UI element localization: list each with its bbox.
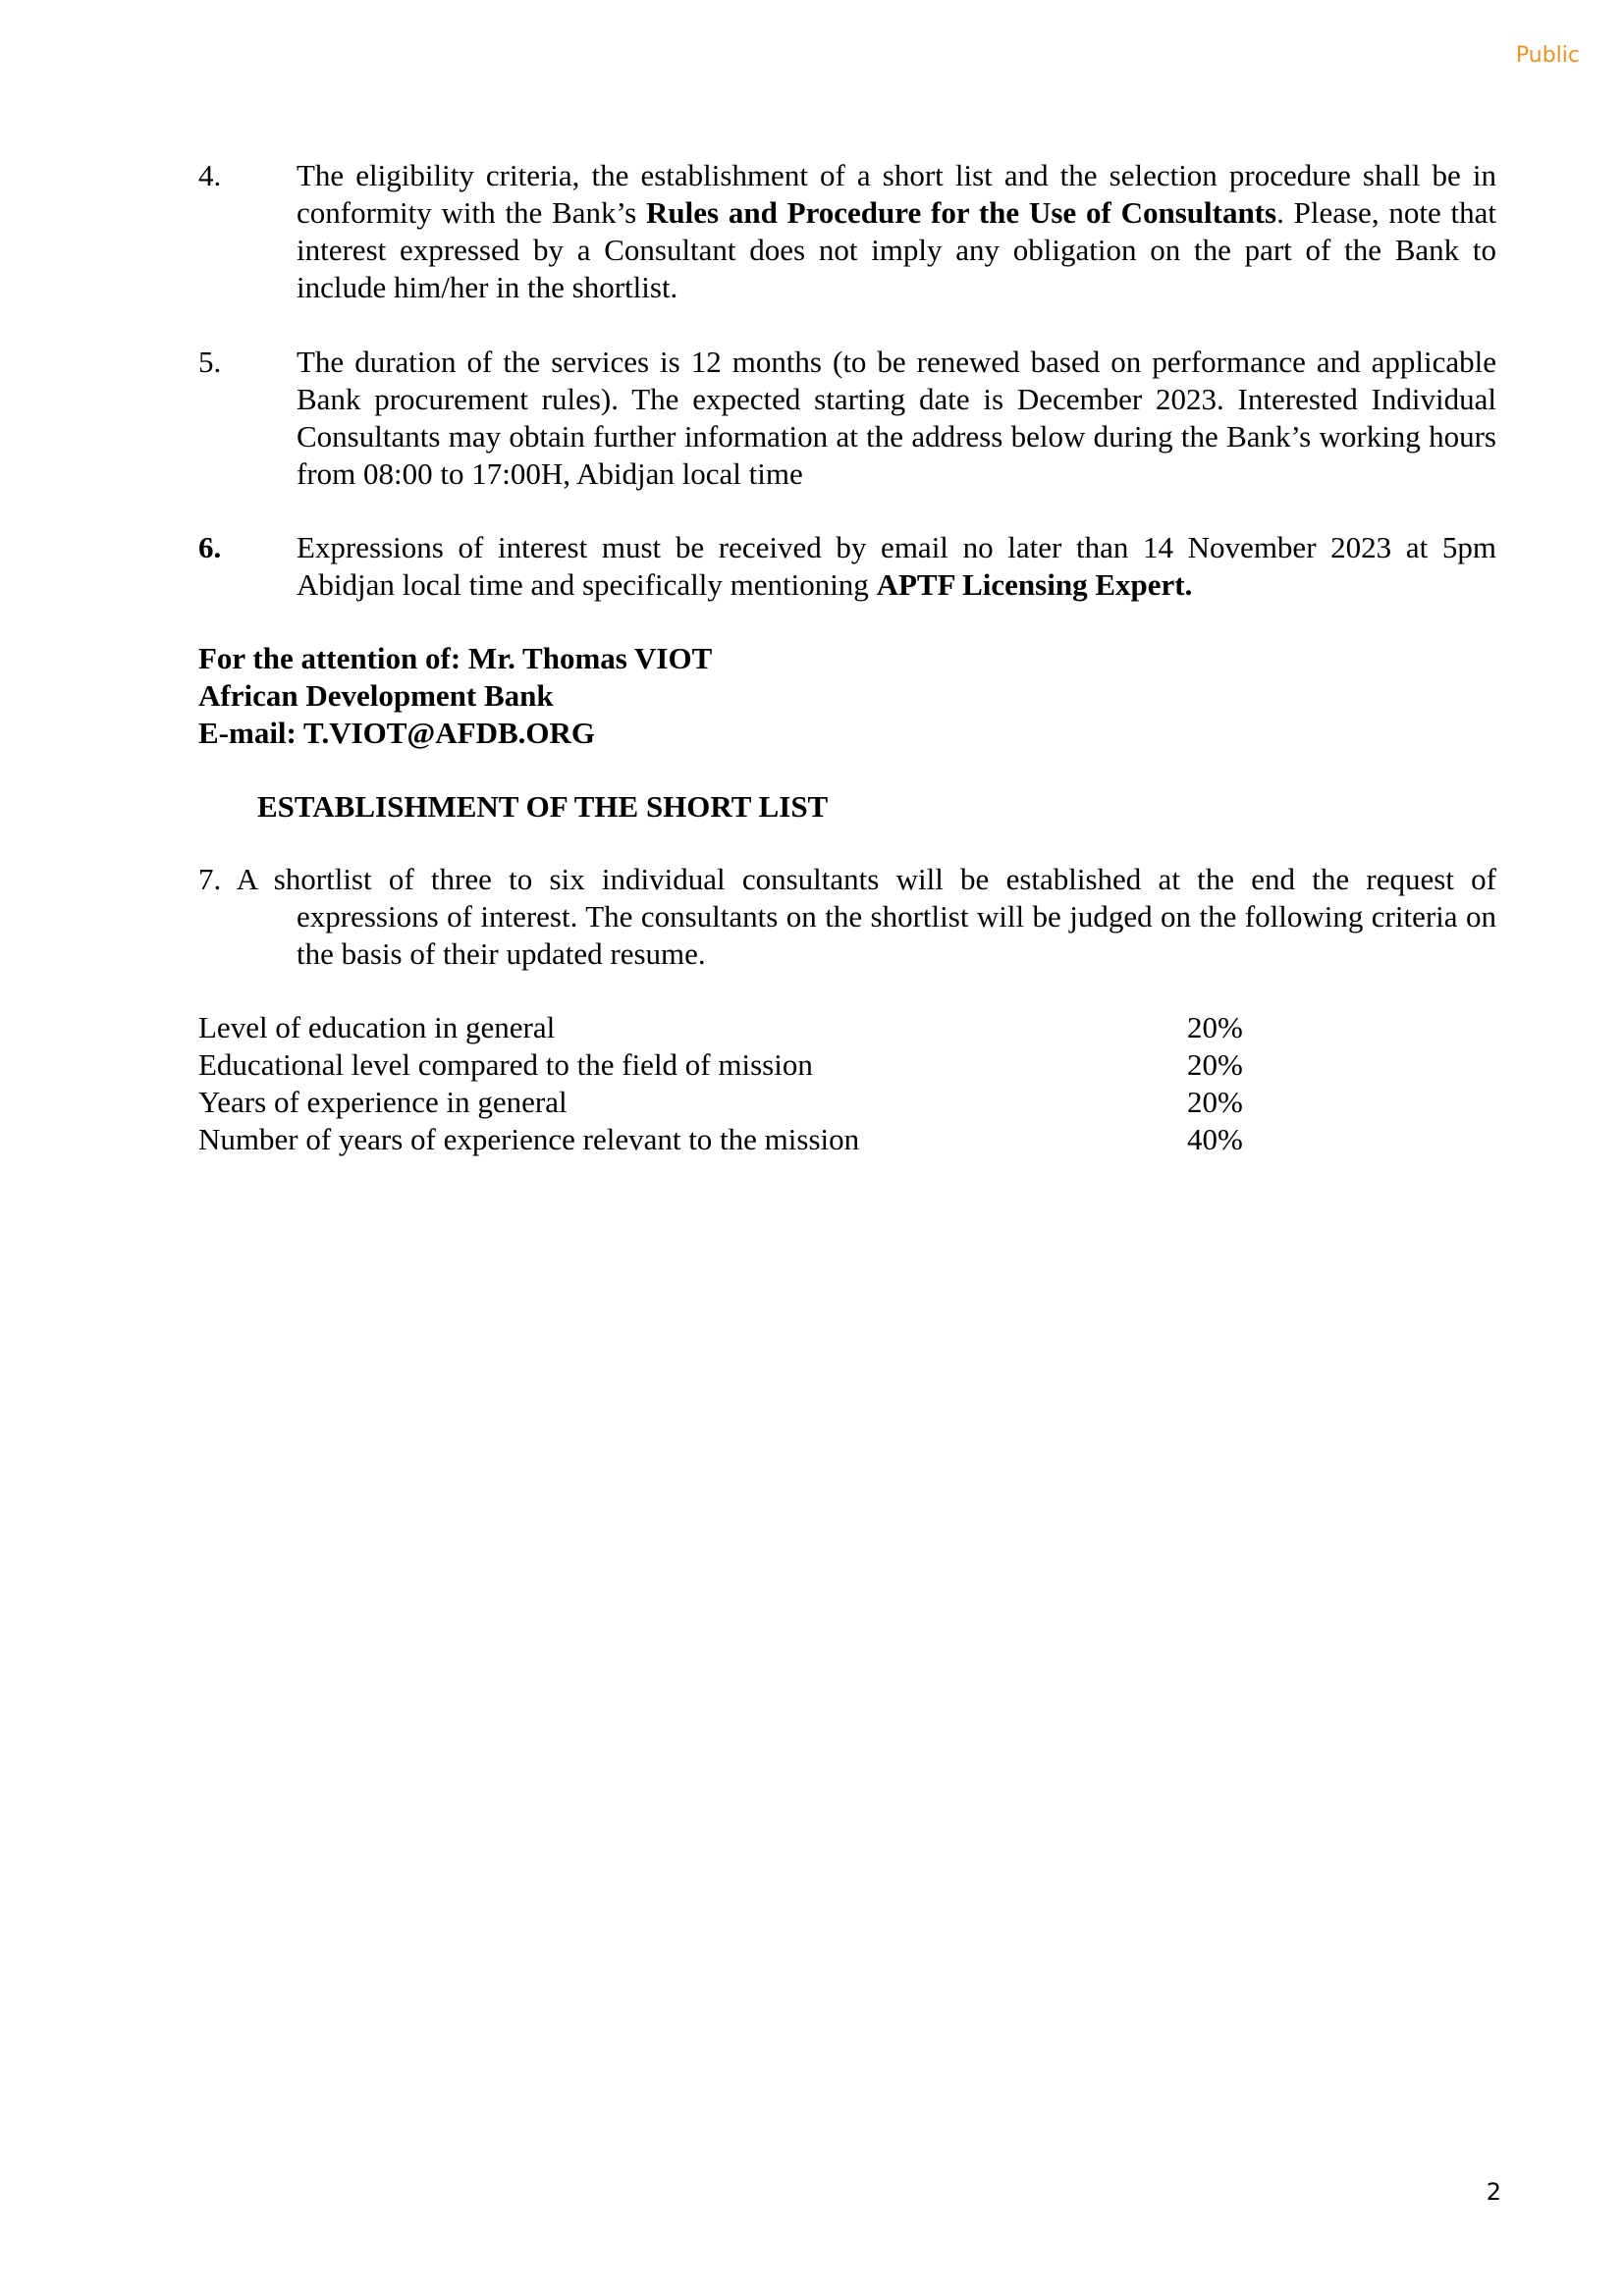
criteria-weight: 20%	[1187, 1085, 1243, 1119]
page-number: 2	[1486, 2178, 1501, 2206]
paragraph-text: . Please, note that interest expressed by a Consultant does not imply any obligation on the part of the Bank to include him/her in the shortlist.	[297, 195, 1497, 304]
paragraph-5	[198, 344, 1496, 493]
criteria-label: Years of experience in general	[198, 1085, 568, 1119]
contact-email: E-mail: T.VIOT@AFDB.ORG	[198, 716, 596, 750]
paragraph-number: 6.	[198, 530, 222, 564]
criteria-table	[198, 1009, 1496, 1158]
paragraph-number: 4.	[198, 158, 222, 192]
criteria-label: Number of years of experience relevant to the mission	[198, 1122, 860, 1156]
contact-attention: For the attention of: Mr. Thomas VIOT	[198, 641, 713, 675]
bold-reference: APTF Licensing Expert.	[876, 567, 1193, 602]
classification-label: Public	[1515, 43, 1580, 68]
paragraph-6	[198, 529, 1496, 604]
paragraph-7	[198, 861, 1496, 973]
section-heading: ESTABLISHMENT OF THE SHORT LIST	[257, 789, 829, 824]
contact-block	[198, 640, 1496, 752]
paragraph-text: expressions of interest. The consultants on the shortlist will be judged on the following criteria on the basis of their updated resume.	[297, 899, 1496, 971]
paragraph-text: 7. A shortlist of three to six individual consultants will be established at the end the request of	[198, 862, 1496, 896]
criteria-label: Educational level compared to the field of mission	[198, 1047, 813, 1082]
bold-reference: Rules and Procedure for the Use of Consultants	[646, 195, 1277, 230]
criteria-row	[198, 1121, 1496, 1158]
paragraph-text: The eligibility criteria, the establishment of a short list and the selection procedure shall be in conformity with the Bank’s	[297, 158, 1496, 230]
criteria-row	[198, 1046, 1496, 1084]
paragraph-4	[198, 157, 1496, 306]
criteria-row	[198, 1009, 1496, 1046]
paragraph-text: The duration of the services is 12 months (to be renewed based on performance and applicable Bank procurement rules). The expected starting date is December 2023. Interested Individual Consultants may obtain further information at the address below during the Bank’s working hours from 08:00 to 17:00H, Abidjan local time	[297, 345, 1496, 491]
criteria-weight: 20%	[1187, 1010, 1243, 1044]
criteria-weight: 40%	[1187, 1122, 1243, 1156]
criteria-weight: 20%	[1187, 1047, 1243, 1082]
document-body	[198, 157, 1496, 1158]
paragraph-number: 5.	[198, 345, 222, 379]
criteria-label: Level of education in general	[198, 1010, 556, 1044]
criteria-row	[198, 1084, 1496, 1121]
paragraph-text: Expressions of interest must be received by email no later than 14 November 2023 at 5pm Abidjan local time and specifically mentioning	[297, 530, 1496, 602]
contact-organization: African Development Bank	[198, 678, 554, 713]
